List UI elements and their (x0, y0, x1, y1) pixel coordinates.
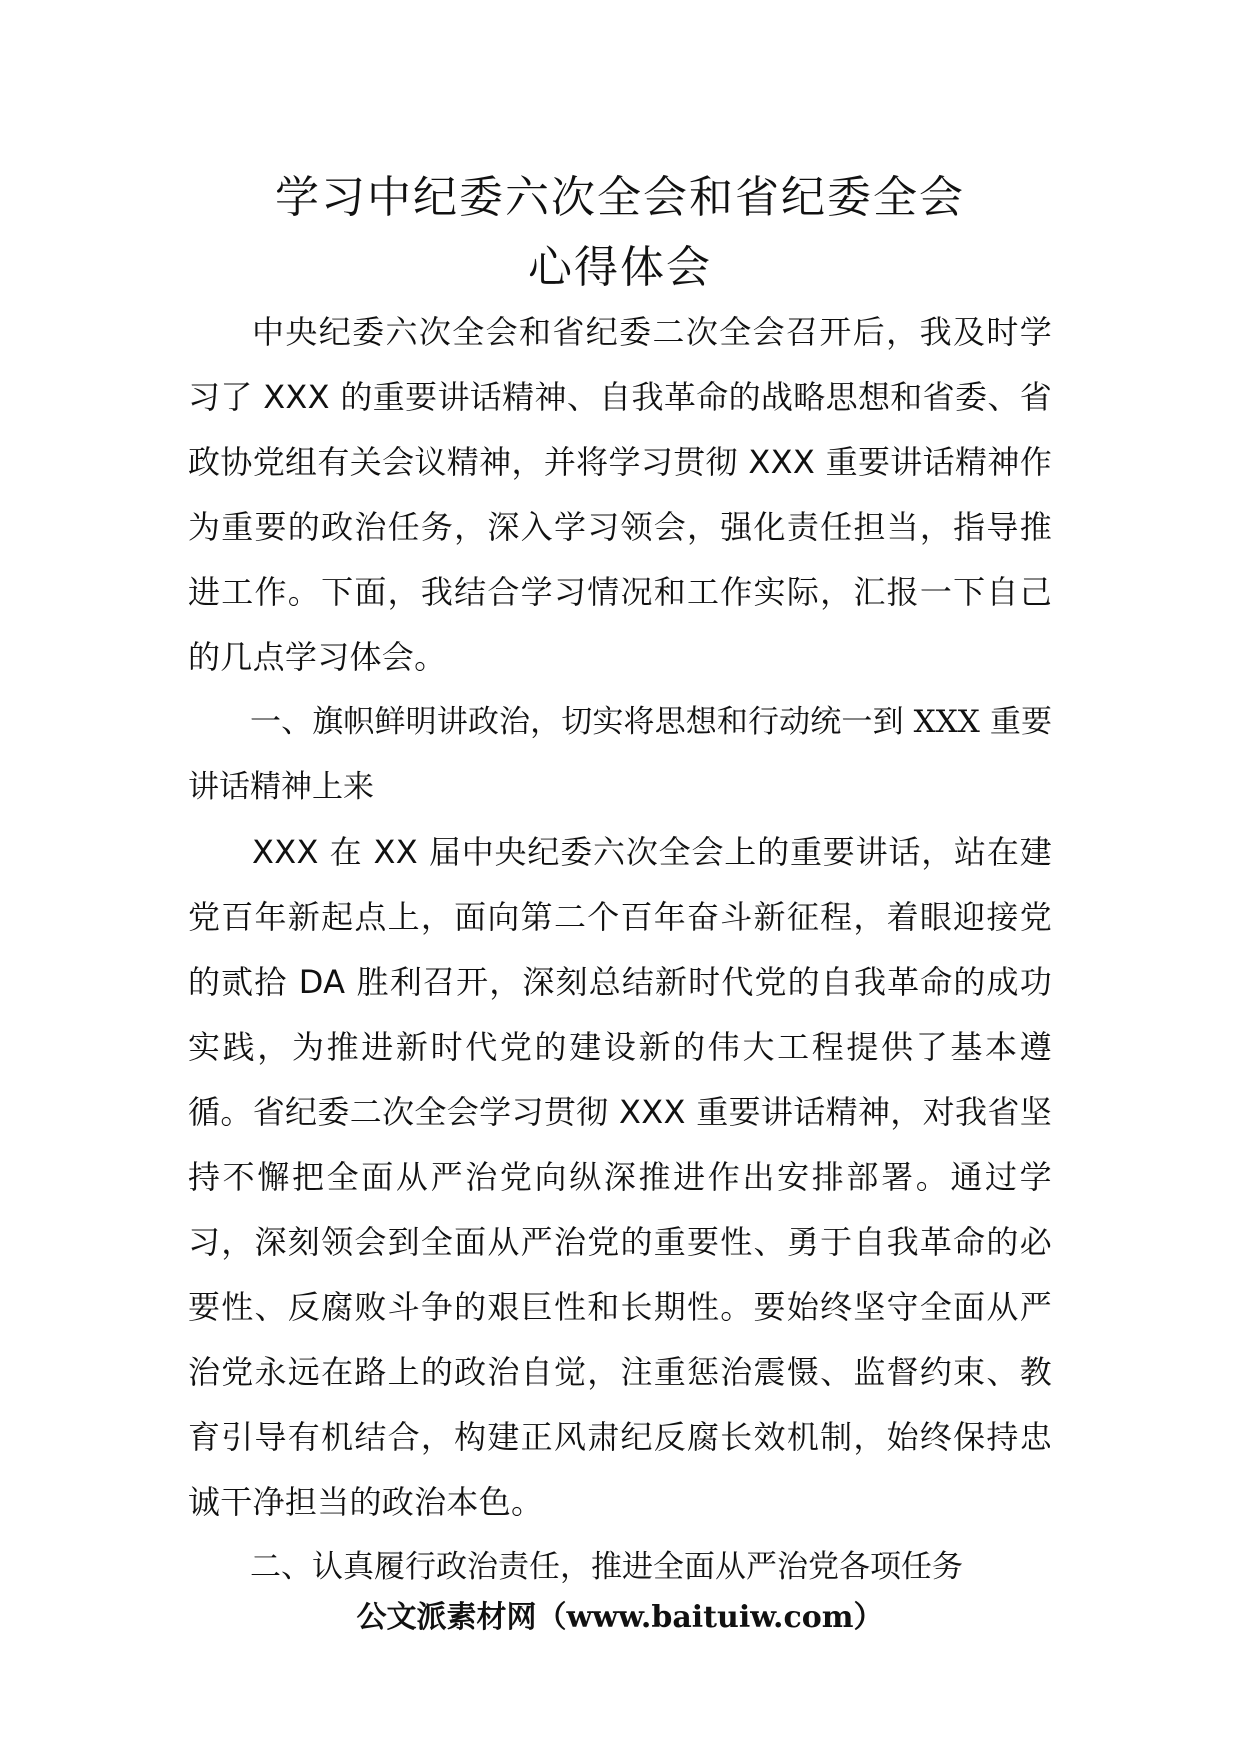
document-body (188, 300, 1052, 1600)
document-title-line-1: 学习中纪委六次全会和省纪委全会 (275, 172, 965, 223)
section-heading-1: 一、旗帜鲜明讲政治，切实将思想和行动统一到 XXX 重要讲话精神上来 (188, 704, 1052, 805)
paragraph-intro: 中央纪委六次全会和省纪委二次全会召开后，我及时学习了 XXX 的重要讲话精神、自我革命的战略思想和省委、省政协党组有关会议精神，并将学习贯彻 XXX 重要讲话精神作为重要的政治任务，深入学习领会，强化责任担当，指导推进工作。下面，我结合学习情况和工作实际，汇报一下自己的几点学习体会。 (188, 313, 1052, 676)
document-title-line-2: 心得体会 (528, 242, 712, 293)
paragraph-section-1: XXX 在 XX 届中央纪委六次全会上的重要讲话，站在建党百年新起点上，面向第二个百年奋斗新征程，着眼迎接党的贰拾 DA 胜利召开，深刻总结新时代党的自我革命的成功实践，为推进新时代党的建设新的伟大工程提供了基本遵循。省纪委二次全会学习贯彻 XXX 重要讲话精神，对我省坚持不懈把全面从严治党向纵深推进作出安排部署。通过学习，深刻领会到全面从严治党的重要性、勇于自我革命的必要性、反腐败斗争的艰巨性和长期性。要始终坚守全面从严治党永远在路上的政治自觉，注重惩治震慑、监督约束、教育引导有机结合，构建正风肃纪反腐长效机制，始终保持忠诚干净担当的政治本色。 (188, 833, 1052, 1521)
section-heading-2: 二、认真履行政治责任，推进全面从严治党各项任务 (250, 1549, 963, 1585)
watermark-footer: 公文派素材网（www.baituiw.com） (356, 1600, 884, 1635)
